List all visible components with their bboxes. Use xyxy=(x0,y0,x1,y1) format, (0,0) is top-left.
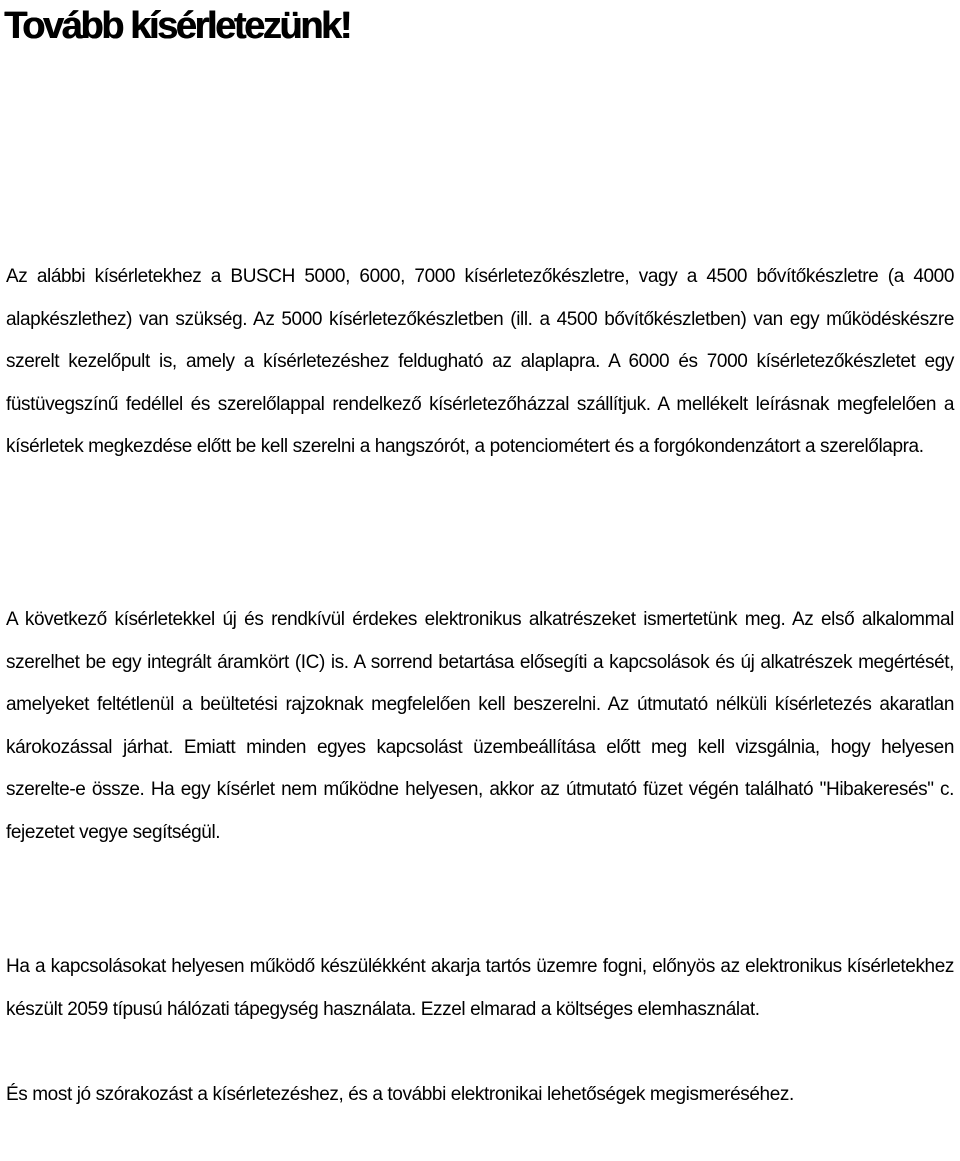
paragraph-power-supply: Ha a kapcsolásokat helyesen működő készülékként akarja tartós üzemre fogni, előnyös az elektronikus kísérletekhez készült 2059 típusú hálózati tápegység használata. Ezzel elmarad a költséges elemhasználat. xyxy=(6,956,954,1020)
page-title: Tovább kísérletezünk! xyxy=(4,5,350,47)
paragraph-intro: Az alábbi kísérletekhez a BUSCH 5000, 6000, 7000 kísérletezőkészletre, vagy a 4500 bővítőkészletre (a 4000 alapkészlethez) van szükség. Az 5000 kísérletezőkészletben (ill. a 4500 bővítőkészletben) van egy működéskészre szerelt kezelőpult is, amely a kísérletezéshez feldugható az alaplapra. A 6000 és 7000 kísérletezőkészletet egy füstüvegszínű fedéllel és szerelőlappal rendelkező kísérletezőházzal szállítjuk. A mellékelt leírásnak megfelelően a kísérletek megkezdése előtt be kell szerelni a hangszórót, a potenciométert és a forgókondenzátort a szerelőlapra. xyxy=(6,266,954,457)
paragraph-components: A következő kísérletekkel új és rendkívül érdekes elektronikus alkatrészeket ismertetünk meg. Az első alkalommal szerelhet be egy integrált áramkört (IC) is. A sorrend betartása elősegíti a kapcsolások és új alkatrészek megértését, amelyeket feltétlenül a beültetési rajzoknak megfelelően kell beszerelni. Az útmutató nélküli kísérletezés akaratlan károkozással járhat. Emiatt minden egyes kapcsolást üzembeállítása előtt meg kell vizsgálnia, hogy helyesen szerelte-e össze. Ha egy kísérlet nem működne helyesen, akkor az útmutató füzet végén található "Hibakeresés" c. fejezetet vegye segítségül. xyxy=(6,609,954,843)
paragraph-closing: És most jó szórakozást a kísérletezéshez, és a további elektronikai lehetőségek megismeréséhez. xyxy=(6,1084,794,1105)
